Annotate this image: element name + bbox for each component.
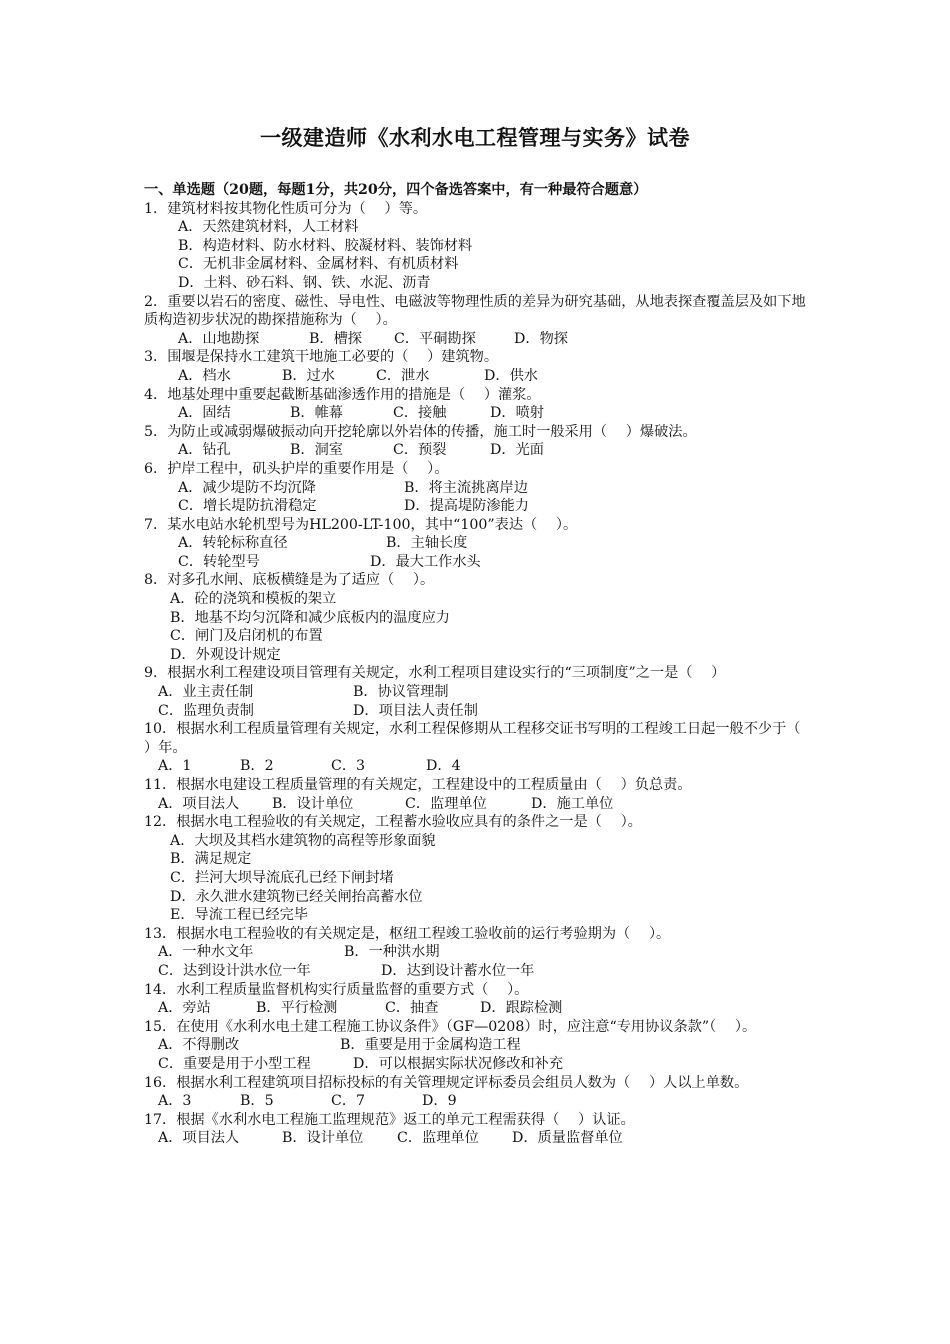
section-heading: 一、单选题（20题，每题1分，共20分，四个备选答案中，有一种最符合题意） [144,182,648,198]
question-12-stem: 12．根据水电工程验收的有关规定，工程蓄水验收应具有的条件之一是（ ）。 [144,814,642,831]
option-a: A．项目法人 [158,1130,240,1147]
option-c: C．转轮型号 [178,553,260,570]
option-b: B．设计单位 [272,795,354,812]
question-6-options-cd [144,497,816,516]
question-2-stem: 2．重要以岩石的密度、磁性、导电性、电磁波等物理性质的差异为研究基础，从地表探查覆盖层及如下地质构造初步状况的勘探措施称为（ ）。 [144,293,806,329]
option-b: B．帷幕 [290,405,343,422]
question-2-options [144,330,816,349]
question-1-option-c: C．无机非金属材料、金属材料、有机质材料 [178,256,459,273]
question-13-options-cd [144,962,816,981]
option-c: C．监理单位 [397,1130,479,1147]
question-12-option-e: E．导流工程已经完毕 [170,907,309,924]
option-d: D．达到设计蓄水位一年 [381,962,535,979]
option-a: A．不得删改 [158,1037,240,1054]
option-d: D．提高堤防渗能力 [404,498,529,515]
option-b: B．协议管理制 [353,684,449,701]
question-7-options-cd [144,553,816,572]
question-3-stem: 3．围堰是保持水工建筑干地施工必要的（ ）建筑物。 [144,349,499,366]
question-7-stem: 7．某水电站水轮机型号为HL200-LT-100，其中“100”表达（ ）。 [144,516,578,533]
question-1-stem: 1．建筑材料按其物化性质可分为（ ）等。 [144,200,428,217]
question-11-stem: 11．根据水电建设工程质量管理的有关规定，工程建设中的工程质量由（ ）负总责。 [144,777,692,793]
option-a: A．1 [158,758,192,775]
option-a: A．3 [158,1093,192,1110]
option-a: A．减少堤防不均沉降 [178,479,316,496]
question-8-stem: 8．对多孔水闸、底板横缝是为了适应（ ）。 [144,572,435,589]
option-b: B．洞室 [290,442,343,459]
option-d: D．4 [426,758,461,775]
question-7-options-ab [144,534,816,553]
option-a: A．钻孔 [178,442,231,459]
option-b: B．5 [240,1093,274,1110]
option-d: D．可以根据实际状况修改和补充 [353,1055,564,1072]
option-c: C．重要是用于小型工程 [158,1055,311,1072]
option-d: D．跟踪检测 [480,1000,563,1017]
question-8-option-b: B．地基不均匀沉降和减少底板内的温度应力 [170,609,450,626]
question-12-option-c: C．拦河大坝导流底孔已经下闸封堵 [170,869,394,886]
question-10-options [144,757,816,776]
option-c: C．7 [331,1093,366,1110]
question-17-options [144,1129,816,1148]
question-16-stem: 16．根据水利工程建筑项目招标投标的有关管理规定评标委员会组员人数为（ ）人以上单数。 [144,1074,749,1091]
question-4-options [144,404,816,423]
question-16-options [144,1092,816,1111]
question-9-stem: 9．根据水利工程建设项目管理有关规定，水利工程项目建设实行的“三项制度”之一是（ ） [144,665,726,682]
question-15-options-cd [144,1055,816,1074]
option-c: C．达到设计洪水位一年 [158,962,311,979]
option-d: D．9 [422,1093,457,1110]
question-1-option-a: A．天然建筑材料，人工材料 [178,219,359,236]
question-9-options-ab [144,683,816,702]
option-c: C．泄水 [376,367,430,384]
option-a: A．转轮标称直径 [178,535,288,552]
option-d: D．喷射 [490,405,544,422]
option-a: A．一种水文年 [158,944,254,961]
question-8-option-d: D．外观设计规定 [170,646,281,663]
option-d: D．物探 [514,330,568,347]
page-title: 一级建造师《水利水电工程管理与实务》试卷 [260,125,690,150]
option-c: C．监理单位 [405,795,487,812]
question-15-options-ab [144,1036,816,1055]
question-1-option-b: B．构造材料、防水材料、胶凝材料、装饰材料 [178,237,473,254]
option-d: D．最大工作水头 [370,553,481,570]
question-12-option-b: B．满足规定 [170,851,252,868]
question-13-stem: 13．根据水电工程验收的有关规定是，枢纽工程竣工验收前的运行考验期为（ ）。 [144,925,671,942]
question-6-options-ab [144,479,816,498]
option-c: C．预裂 [393,442,447,459]
option-c: C．监理负责制 [158,702,254,719]
question-12-option-d: D．永久泄水建筑物已经关闸抬高蓄水位 [170,888,423,905]
question-10-stem: 10．根据水利工程质量管理有关规定，水利工程保修期从工程移交证书写明的工程竣工日起一般不少于（ ）年。 [144,721,820,756]
question-14-stem: 14．水利工程质量监督机构实行质量监督的重要方式（ ）。 [144,981,529,998]
option-a: A．项目法人 [158,795,240,812]
option-b: B．过水 [282,367,335,384]
exam-content [144,181,820,1148]
option-d: D．项目法人责任制 [353,702,478,719]
option-c: C．增长堤防抗滑稳定 [178,498,317,515]
option-c: C．抽查 [385,1000,439,1017]
option-b: B．槽探 [309,330,362,347]
question-5-options [144,441,816,460]
question-8-option-c: C．闸门及启闭机的布置 [170,628,323,645]
option-d: D．施工单位 [531,795,614,812]
option-d: D．光面 [490,442,544,459]
option-d: D．质量监督单位 [512,1130,623,1147]
option-b: B．设计单位 [282,1130,364,1147]
option-a: A．旁站 [158,1000,211,1017]
option-b: B．一种洪水期 [344,944,440,961]
option-b: B．主轴长度 [386,535,468,552]
option-a: A．固结 [178,405,231,422]
question-4-stem: 4．地基处理中重要起截断基础渗透作用的措施是（ ）灌浆。 [144,386,541,403]
question-13-options-ab [144,943,816,962]
option-c: C．平硐勘探 [394,330,476,347]
question-11-options [144,795,816,814]
option-b: B．平行检测 [256,1000,338,1017]
option-b: B．2 [240,758,274,775]
option-c: C．3 [331,758,366,775]
option-d: D．供水 [484,367,538,384]
option-b: B．重要是用于金属构造工程 [340,1037,521,1054]
question-12-option-a: A．大坝及其档水建筑物的高程等形象面貌 [170,832,436,849]
option-b: B．将主流挑离岸边 [404,479,528,496]
option-a: A．业主责任制 [158,684,254,701]
question-1-option-d: D．土料、砂石料、钢、铁、水泥、沥青 [178,274,431,291]
question-6-stem: 6．护岸工程中，矶头护岸的重要作用是（ ）。 [144,460,449,477]
question-14-options [144,999,816,1018]
option-c: C．接触 [393,405,447,422]
question-9-options-cd [144,702,816,721]
option-a: A．山地勘探 [178,330,260,347]
question-15-stem: 15．在使用《水利水电土建工程施工协议条件》（GF—0208）时，应注意“专用协议条款”（ ）。 [144,1018,757,1035]
question-5-stem: 5．为防止或减弱爆破振动向开挖轮廓以外岩体的传播，施工时一般采用（ ）爆破法。 [144,423,697,440]
option-a: A．档水 [178,367,231,384]
question-3-options [144,367,816,386]
question-8-option-a: A．砼的浇筑和模板的架立 [170,591,337,608]
question-17-stem: 17．根据《水利水电工程施工监理规范》返工的单元工程需获得（ ）认证。 [144,1111,635,1128]
